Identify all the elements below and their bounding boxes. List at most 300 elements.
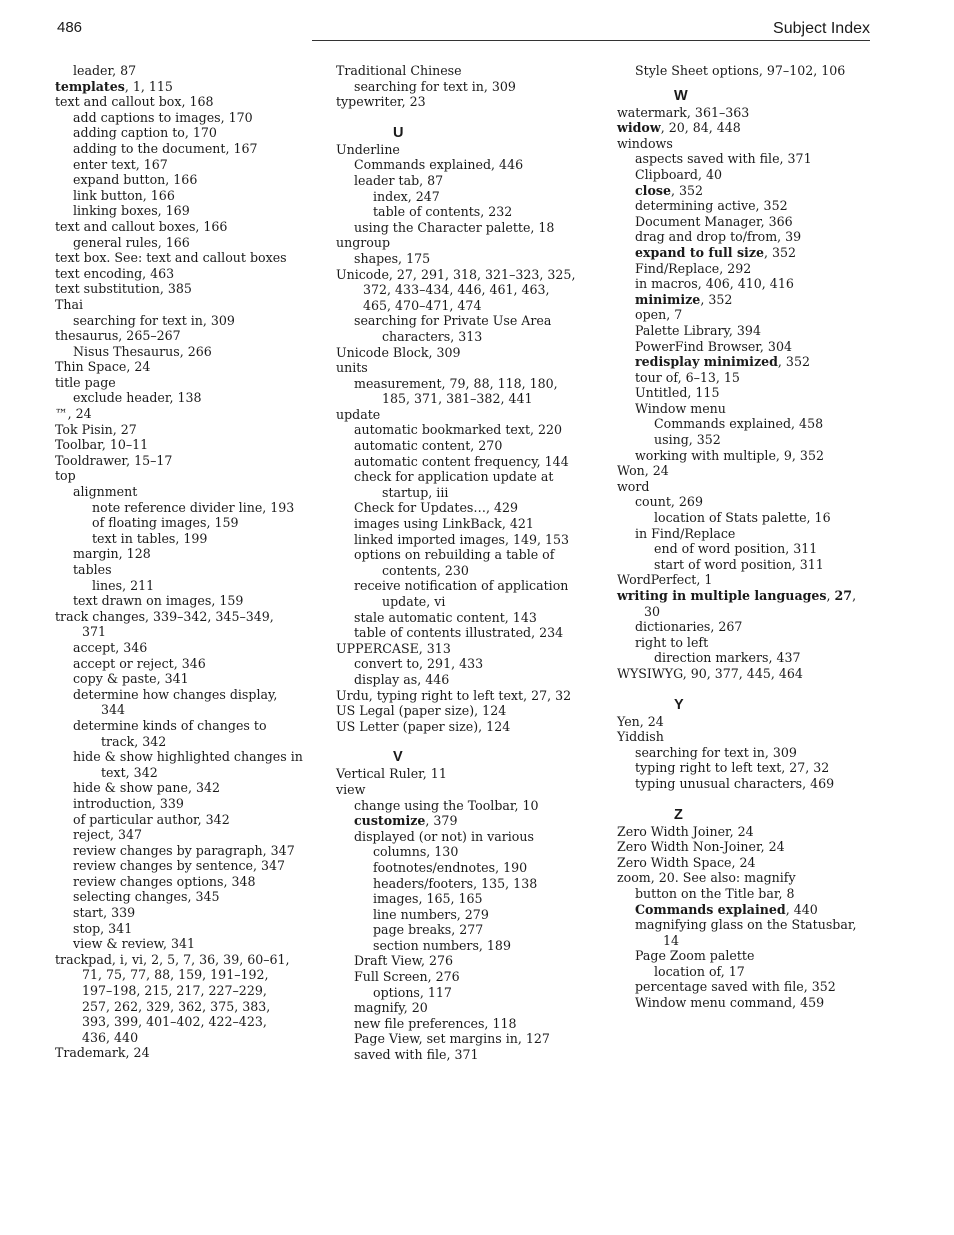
entry-text: table of contents illustrated, 234	[354, 625, 564, 641]
entry-text: Thai	[55, 296, 84, 312]
index-entry	[617, 588, 879, 604]
entry-text: index, 247	[373, 188, 440, 204]
entry-text: Tok Pisin, 27	[55, 421, 137, 437]
index-entry	[336, 844, 596, 860]
entry-text: adding to the document, 167	[73, 140, 258, 156]
entry-text: title page	[55, 374, 116, 390]
index-entry	[336, 63, 596, 79]
index-entry	[55, 500, 317, 516]
index-entry	[55, 624, 317, 640]
index-entry	[55, 219, 317, 235]
index-entry	[55, 562, 317, 578]
entry-text: searching for text in, 309	[354, 78, 516, 94]
index-entry	[336, 891, 596, 907]
index-entry	[336, 578, 596, 594]
entry-text: units	[336, 360, 368, 376]
entry-text: Palette Library, 394	[635, 322, 761, 338]
index-entry	[55, 359, 317, 375]
index-entry	[336, 876, 596, 892]
index-entry	[617, 729, 879, 745]
index-entry	[336, 1047, 596, 1063]
index-entry	[617, 214, 879, 230]
entry-text: aspects saved with file, 371	[635, 151, 812, 167]
index-entry	[336, 766, 596, 782]
index-entry	[55, 344, 317, 360]
index-entry	[336, 1000, 596, 1016]
index-entry	[55, 656, 317, 672]
entry-text: Toolbar, 10–11	[55, 437, 149, 453]
index-entry	[55, 812, 317, 828]
entry-text: section numbers, 189	[373, 937, 511, 953]
index-entry	[55, 157, 317, 173]
index-entry	[55, 858, 317, 874]
entry-text: Find/Replace, 292	[635, 260, 752, 276]
entry-text: accept, 346	[73, 639, 148, 655]
index-entry	[55, 437, 317, 453]
entry-text: percentage saved with file, 352	[635, 979, 836, 995]
entry-term-bold: Commands explained	[635, 901, 786, 917]
entry-text: receive notification of application	[354, 578, 569, 594]
entry-text: determining active, 352	[635, 198, 788, 214]
index-entry	[55, 531, 317, 547]
entry-text: track changes, 339–342, 345–349,	[55, 608, 274, 624]
index-entry	[617, 432, 879, 448]
index-entry	[55, 328, 317, 344]
entry-text: end of word position, 311	[654, 541, 818, 557]
entry-text: general rules, 166	[73, 234, 190, 250]
entry-text: , 352	[700, 291, 733, 307]
entry-text: margin, 128	[73, 546, 151, 562]
entry-text: update, vi	[382, 594, 446, 609]
entry-text: hide & show highlighted changes in	[73, 749, 303, 765]
index-entry	[55, 313, 317, 329]
index-entry	[617, 401, 879, 417]
entry-text: Unicode, 27, 291, 318, 321–323, 325,	[336, 266, 576, 282]
index-entry	[55, 235, 317, 251]
entry-text: searching for text in, 309	[73, 312, 235, 328]
index-entry	[617, 510, 879, 526]
entry-text: using, 352	[654, 432, 721, 448]
entry-text: drag and drop to/from, 39	[635, 229, 802, 245]
entry-text: open, 7	[635, 307, 683, 323]
section-letter: W	[674, 87, 688, 104]
index-entry	[617, 120, 879, 136]
index-entry	[55, 188, 317, 204]
index-entry	[336, 953, 596, 969]
entry-text: count, 269	[635, 494, 703, 510]
entry-text: start of word position, 311	[654, 556, 824, 572]
index-entry	[617, 448, 879, 464]
index-entry	[55, 250, 317, 266]
entry-term-bold: expand to full size	[635, 244, 764, 260]
index-entry	[617, 619, 879, 635]
index-entry	[55, 734, 317, 750]
index-entry	[617, 839, 879, 855]
index-entry	[336, 938, 596, 954]
entry-text: typing unusual characters, 469	[635, 775, 835, 791]
entry-text: , 440	[785, 901, 818, 917]
index-entry	[55, 702, 317, 718]
section-letter: V	[393, 749, 403, 766]
index-entry	[336, 547, 596, 563]
index-entry	[336, 220, 596, 236]
index-entry	[55, 874, 317, 890]
entry-text: stale automatic content, 143	[354, 609, 537, 625]
entry-text: exclude header, 138	[73, 390, 202, 406]
index-entry	[336, 1016, 596, 1032]
index-entry	[617, 198, 879, 214]
index-entry	[55, 780, 317, 796]
entry-text: magnify, 20	[354, 1000, 428, 1016]
index-entry	[336, 204, 596, 220]
entry-text: images using LinkBack, 421	[354, 516, 534, 532]
index-entry	[617, 479, 879, 495]
index-entry	[617, 604, 879, 620]
entry-term-bold: 27	[834, 588, 853, 603]
entry-text: of floating images, 159	[92, 515, 239, 531]
entry-text: options, 117	[373, 984, 452, 1000]
entry-text: characters, 313	[382, 328, 483, 344]
index-entry	[55, 718, 317, 734]
index-entry	[617, 541, 879, 557]
index-entry	[336, 94, 596, 110]
entry-text: tour of, 6–13, 15	[635, 369, 740, 385]
index-entry	[336, 391, 596, 407]
index-entry	[55, 281, 317, 297]
entry-text: display as, 446	[354, 671, 450, 687]
index-entry	[55, 515, 317, 531]
section-letter: Z	[674, 806, 683, 823]
index-entry	[617, 917, 879, 933]
index-entry	[617, 666, 879, 682]
entry-text: direction markers, 437	[654, 650, 801, 666]
entry-text: thesaurus, 265–267	[55, 328, 181, 344]
entry-text: working with multiple, 9, 352	[635, 447, 824, 463]
index-entry	[55, 1045, 317, 1061]
entry-text: alignment	[73, 484, 138, 500]
index-entry	[336, 142, 596, 158]
index-entry	[617, 745, 879, 761]
entry-text: Nisus Thesaurus, 266	[73, 343, 212, 359]
index-entry	[55, 796, 317, 812]
entry-text: Draft View, 276	[354, 953, 454, 969]
index-entry	[336, 610, 596, 626]
entry-text: Untitled, 115	[635, 385, 720, 401]
index-entry	[336, 189, 596, 205]
index-entry	[336, 173, 596, 189]
index-entry	[336, 516, 596, 532]
index-entry	[55, 453, 317, 469]
index-entry	[617, 292, 879, 308]
entry-text: top	[55, 468, 76, 484]
entry-text: new file preferences, 118	[354, 1015, 517, 1031]
index-entry	[336, 313, 596, 329]
entry-text: view	[336, 781, 366, 797]
index-entry	[55, 999, 317, 1015]
entry-text: stop, 341	[73, 920, 133, 936]
index-entry	[55, 827, 317, 843]
entry-text: Window menu	[635, 400, 726, 416]
entry-text: text substitution, 385	[55, 281, 192, 297]
index-entry	[336, 235, 596, 251]
entry-text: linked imported images, 149, 153	[354, 531, 570, 547]
index-entry	[617, 824, 879, 840]
entry-text: , 352	[777, 354, 810, 370]
entry-text: Vertical Ruler, 11	[336, 766, 447, 782]
entry-text: introduction, 339	[73, 795, 184, 811]
entry-text: Page Zoom palette	[635, 948, 755, 964]
index-entry	[617, 339, 879, 355]
entry-text: track, 342	[101, 733, 167, 749]
index-entry	[617, 245, 879, 261]
index-entry	[336, 625, 596, 641]
index-entry	[617, 261, 879, 277]
entry-term-bold: customize	[354, 813, 426, 829]
entry-text: startup, iii	[382, 484, 449, 500]
entry-text: link button, 166	[73, 187, 175, 203]
entry-text: add captions to images, 170	[73, 109, 253, 125]
index-entry	[336, 360, 596, 376]
page-number: 486	[57, 19, 83, 36]
index-entry	[617, 650, 879, 666]
entry-text: US Letter (paper size), 124	[336, 718, 511, 734]
index-entry	[336, 641, 596, 657]
index-entry	[617, 933, 879, 949]
entry-text: 344	[101, 702, 126, 718]
index-entry	[55, 593, 317, 609]
index-entry	[55, 546, 317, 562]
entry-text: text and callout boxes, 166	[55, 218, 228, 234]
index-entry	[55, 640, 317, 656]
index-entry	[617, 902, 879, 918]
entry-text: , 379	[425, 813, 458, 829]
index-entry	[55, 79, 317, 95]
index-entry	[55, 749, 317, 765]
index-entry	[617, 494, 879, 510]
index-entry	[617, 886, 879, 902]
index-entry	[617, 979, 879, 995]
entry-text: location of, 17	[654, 963, 745, 979]
index-entry	[336, 594, 596, 610]
index-entry	[336, 345, 596, 361]
entry-text: displayed (or not) in various	[354, 828, 534, 844]
entry-text: footnotes/endnotes, 190	[373, 859, 528, 875]
entry-text: tables	[73, 562, 112, 577]
entry-text: 436, 440	[82, 1029, 139, 1045]
index-entry	[617, 307, 879, 323]
index-entry	[336, 438, 596, 454]
index-entry	[336, 469, 596, 485]
index-entry	[617, 964, 879, 980]
entry-text: change using the Toolbar, 10	[354, 797, 539, 813]
index-entry	[336, 922, 596, 938]
entry-text: Yiddish	[617, 729, 664, 745]
index-entry	[617, 557, 879, 573]
entry-text: trackpad, i, vi, 2, 5, 7, 36, 39, 60–61,	[55, 951, 290, 967]
index-entry	[55, 172, 317, 188]
index-entry	[617, 948, 879, 964]
entry-text: in macros, 406, 410, 416	[635, 276, 794, 292]
entry-text: lines, 211	[92, 577, 155, 593]
index-entry	[55, 1030, 317, 1046]
index-entry	[55, 905, 317, 921]
index-entry	[617, 776, 879, 792]
entry-text: ungroup	[336, 235, 391, 251]
index-entry	[617, 63, 879, 79]
entry-text: Window menu command, 459	[635, 995, 825, 1011]
index-entry	[336, 532, 596, 548]
index-entry	[336, 79, 596, 95]
entry-text: Underline	[336, 141, 400, 157]
index-entry	[336, 407, 596, 423]
entry-text: typing right to left text, 27, 32	[635, 760, 830, 776]
entry-text: update	[336, 406, 381, 422]
index-entry	[336, 703, 596, 719]
index-entry	[336, 782, 596, 798]
entry-text: measurement, 79, 88, 118, 180,	[354, 375, 558, 391]
entry-text: text drawn on images, 159	[73, 593, 244, 609]
index-entry	[55, 125, 317, 141]
index-entry	[617, 463, 879, 479]
index-entry	[336, 1031, 596, 1047]
index-entry	[55, 203, 317, 219]
index-entry	[617, 855, 879, 871]
entry-text: text, 342	[101, 764, 158, 780]
entry-text: Unicode Block, 309	[336, 344, 461, 360]
entry-text: Style Sheet options, 97–102, 106	[635, 63, 846, 78]
entry-text: Traditional Chinese	[336, 63, 462, 78]
index-entry	[55, 889, 317, 905]
index-entry	[336, 563, 596, 579]
entry-text: text in tables, 199	[92, 530, 208, 546]
entry-text: text and callout box, 168	[55, 94, 214, 110]
index-entry	[336, 672, 596, 688]
entry-text: Zero Width Joiner, 24	[617, 823, 754, 839]
entry-term-bold: widow	[617, 120, 661, 136]
index-entry	[55, 952, 317, 968]
index-entry	[336, 485, 596, 501]
entry-text: table of contents, 232	[373, 204, 513, 220]
index-column-1	[55, 63, 317, 1061]
index-entry	[617, 572, 879, 588]
entry-text: automatic bookmarked text, 220	[354, 422, 563, 438]
section-letter: Y	[674, 696, 684, 713]
index-entry	[336, 329, 596, 345]
index-entry	[617, 370, 879, 386]
index-entry	[55, 671, 317, 687]
entry-text: 371	[82, 624, 107, 640]
index-entry	[55, 983, 317, 999]
entry-text: 465, 470–471, 474	[363, 297, 482, 313]
entry-text: reject, 347	[73, 827, 142, 843]
entry-text: WordPerfect, 1	[617, 572, 713, 588]
index-entry	[55, 94, 317, 110]
index-entry	[617, 635, 879, 651]
index-column-3	[617, 63, 879, 1011]
index-entry	[55, 687, 317, 703]
index-entry	[617, 229, 879, 245]
entry-text: text encoding, 463	[55, 265, 175, 281]
index-entry	[336, 829, 596, 845]
running-head: Subject Index	[773, 20, 870, 37]
index-entry	[617, 385, 879, 401]
entry-text: Clipboard, 40	[635, 166, 723, 182]
index-entry	[55, 468, 317, 484]
entry-text: shapes, 175	[354, 250, 431, 266]
entry-text: contents, 230	[382, 562, 469, 578]
entry-text: selecting changes, 345	[73, 889, 220, 905]
entry-text: linking boxes, 169	[73, 203, 190, 219]
index-entry	[336, 813, 596, 829]
entry-term-bold: minimize	[635, 291, 701, 307]
entry-text: expand button, 166	[73, 172, 198, 188]
entry-text: 30	[644, 603, 661, 619]
entry-text: 14	[663, 932, 680, 948]
entry-text: PowerFind Browser, 304	[635, 338, 792, 354]
index-entry	[55, 375, 317, 391]
index-entry	[336, 985, 596, 1001]
entry-text: in Find/Replace	[635, 525, 736, 541]
entry-text: Thin Space, 24	[55, 359, 151, 375]
entry-text: typewriter, 23	[336, 94, 426, 110]
entry-text: ,	[852, 588, 857, 603]
entry-term-bold: writing in multiple languages	[617, 588, 827, 603]
entry-text: leader tab, 87	[354, 172, 444, 188]
index-entry	[617, 323, 879, 339]
index-entry	[336, 282, 596, 298]
entry-text: using the Character palette, 18	[354, 219, 555, 235]
index-entry	[336, 454, 596, 470]
index-entry	[336, 500, 596, 516]
entry-text: , 352	[670, 182, 704, 198]
entry-text: review changes options, 348	[73, 873, 256, 889]
index-entry	[55, 609, 317, 625]
index-entry	[617, 136, 879, 152]
index-entry	[55, 765, 317, 781]
index-entry	[617, 354, 879, 370]
entry-text: Trademark, 24	[55, 1045, 150, 1061]
index-entry	[55, 297, 317, 313]
entry-text: windows	[617, 135, 673, 151]
entry-text: note reference divider line, 193	[92, 499, 295, 515]
entry-text: ,	[826, 588, 835, 603]
entry-text: magnifying glass on the Statusbar,	[635, 917, 857, 933]
index-entry	[336, 267, 596, 283]
entry-text: automatic content, 270	[354, 438, 503, 454]
index-entry	[336, 860, 596, 876]
entry-text: watermark, 361–363	[617, 104, 750, 120]
entry-term-bold: redisplay minimized	[635, 354, 778, 370]
index-entry	[617, 167, 879, 183]
entry-text: Zero Width Space, 24	[617, 854, 756, 870]
entry-text: ™, 24	[55, 406, 92, 422]
index-entry	[617, 416, 879, 432]
entry-text: , 1, 115	[124, 78, 173, 94]
entry-text: view & review, 341	[73, 936, 195, 952]
index-entry	[336, 376, 596, 392]
index-entry	[617, 526, 879, 542]
index-entry	[617, 105, 879, 121]
entry-text: dictionaries, 267	[635, 619, 743, 635]
entry-text: headers/footers, 135, 138	[373, 875, 538, 891]
index-entry	[336, 688, 596, 704]
entry-text: text box. See: text and callout boxes	[55, 250, 287, 266]
entry-text: leader, 87	[73, 63, 137, 78]
index-entry	[336, 719, 596, 735]
entry-text: 185, 371, 381–382, 441	[382, 391, 533, 407]
index-entry	[617, 760, 879, 776]
entry-text: accept or reject, 346	[73, 655, 206, 671]
